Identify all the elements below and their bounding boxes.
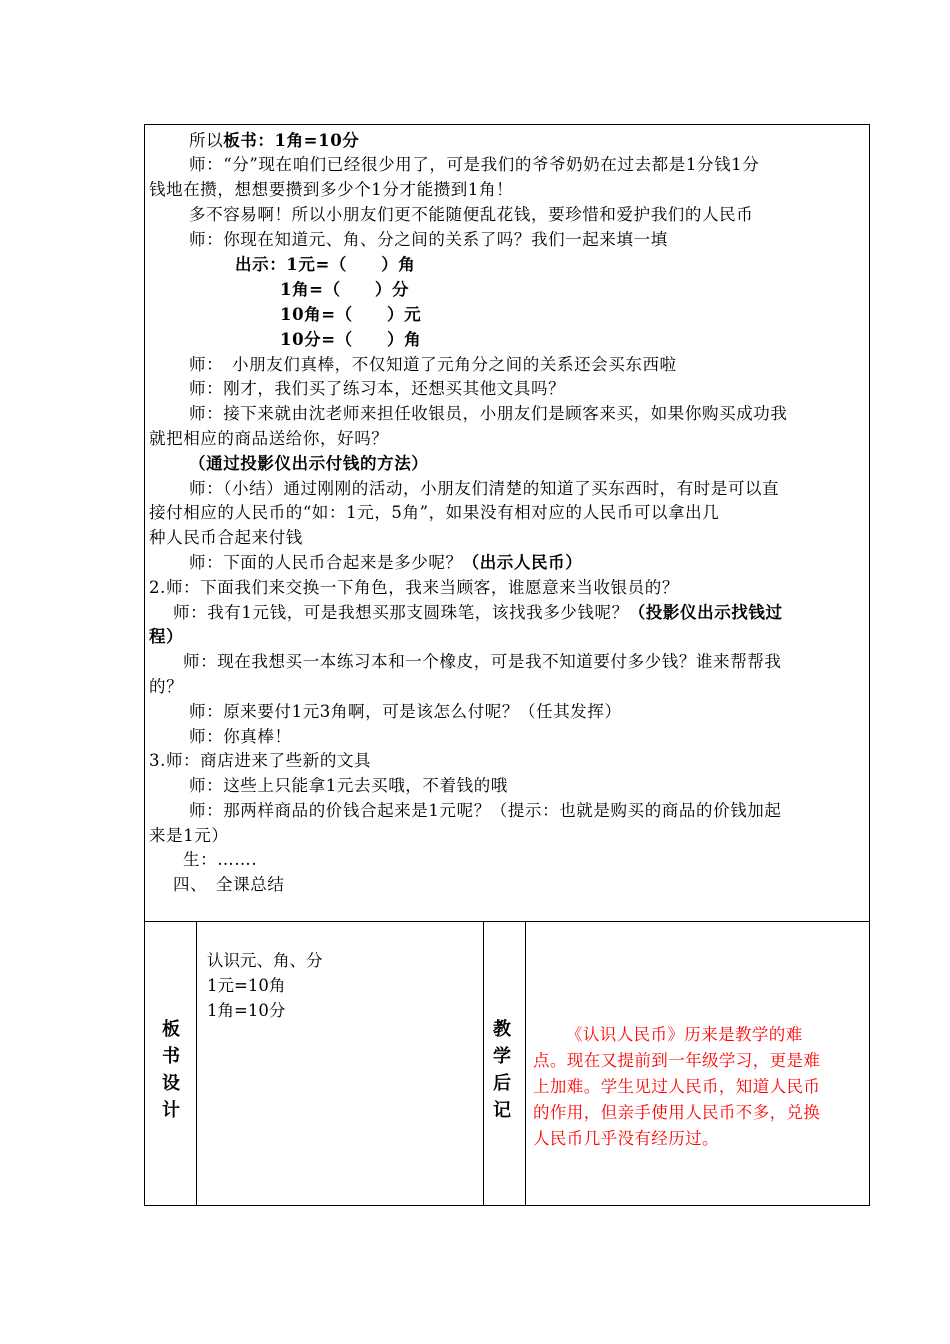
line-bold-text: （出示人民币）: [462, 553, 583, 572]
lesson-text-line: [149, 526, 303, 550]
line-text: 钱地在攒，想想要攒到多少个1分才能攒到1角！: [149, 180, 514, 199]
lesson-text-line: [149, 576, 679, 600]
line-text: 2.师：下面我们来交换一下角色，我来当顾客，谁愿意来当收银员的？: [149, 578, 679, 597]
line-bold-text: 出示：1元=（ ）角: [235, 255, 416, 274]
lesson-text-line: [235, 253, 415, 277]
line-text: 师：刚才，我们买了练习本，还想买其他文具吗？: [189, 379, 566, 398]
line-text: 的？: [149, 677, 184, 696]
line-text: 师： 小朋友们真棒，不仅知道了元角分之间的关系还会买东西啦: [189, 355, 677, 374]
line-text: 师：那两样商品的价钱合起来是1元呢？（提示：也就是购买的商品的价钱加起: [189, 801, 782, 820]
board-line: 认识元、角、分: [207, 951, 323, 970]
board-label-char: 设: [162, 1073, 180, 1094]
reflection-label-char: 学: [493, 1046, 511, 1067]
line-text: 所以: [189, 131, 224, 150]
line-text: 师：原来要付1元3角啊，可是该怎么付呢？（任其发挥）: [189, 702, 622, 721]
lesson-text-line: [149, 625, 183, 649]
lesson-text-line: [189, 402, 788, 426]
line-text: 就把相应的商品送给你，好吗？: [149, 429, 389, 448]
line-bold-text: （通过投影仪出示付钱的方法）: [189, 454, 429, 473]
board-line: 1角=10分: [207, 1001, 286, 1020]
line-text: 接付相应的人民币的“如：1元，5角”，如果没有相对应的人民币可以拿出几: [149, 503, 720, 522]
board-design-label: [161, 1016, 181, 1124]
lesson-text-line: [189, 477, 779, 501]
line-bold-text: 10角=（ ）元: [280, 305, 422, 324]
lesson-text-line: [149, 675, 183, 699]
lesson-text-line: [189, 725, 292, 749]
line-text: 来是1元）: [149, 826, 229, 845]
line-text: 师：（小结）通过刚刚的活动，小朋友们清楚的知道了买东西时，有时是可以直: [189, 479, 780, 498]
lesson-text-line: [173, 873, 284, 897]
column-divider: [483, 922, 484, 1205]
lesson-text-line: [189, 700, 622, 724]
lesson-text-line: [189, 228, 668, 252]
line-bold-text: 1角=（ ）分: [280, 280, 410, 299]
lesson-text-line: [280, 328, 421, 352]
line-text: 师：你真棒！: [189, 727, 292, 746]
board-label-char: 计: [162, 1100, 180, 1121]
line-text: 师：这些上只能拿1元去买哦，不着钱的哦: [189, 776, 508, 795]
reflection-label-char: 教: [493, 1019, 511, 1040]
board-label-char: 书: [162, 1046, 180, 1067]
lesson-text-line: [280, 278, 409, 302]
line-text: 种人民币合起来付钱: [149, 528, 303, 547]
lesson-text-line: [149, 749, 371, 773]
line-text: 师：“分”现在咱们已经很少用了，可是我们的爷爷奶奶在过去都是1分钱1分: [189, 155, 760, 174]
line-text: 3.师：商店进来了些新的文具: [149, 751, 372, 770]
line-text: 师：我有1元钱，可是我想买那支圆珠笔，该找我多少钱呢？: [173, 603, 629, 622]
line-bold-text: 程）: [149, 627, 184, 646]
teaching-reflection-label: [492, 1016, 512, 1124]
lesson-text-line: [189, 799, 782, 823]
lesson-text-line: [149, 501, 719, 525]
lesson-text-line: [149, 427, 388, 451]
column-divider: [525, 922, 526, 1205]
line-text: 师：现在我想买一本练习本和一个橡皮，可是我不知道要付多少钱？谁来帮帮我: [183, 652, 782, 671]
line-text: 四、 全课总结: [173, 875, 285, 894]
lesson-text-line: [189, 353, 677, 377]
lesson-text-line: [189, 551, 582, 575]
reflection-label-char: 后: [493, 1073, 511, 1094]
lesson-text-line: [183, 848, 257, 872]
lesson-text-line: [149, 178, 513, 202]
lesson-text-line: [183, 650, 782, 674]
teaching-reflection-text: 《认识人民币》历来是教学的难点。现在又提前到一年级学习，更是难上加难。学生见过人民币，知道人民币的作用，但亲手使用人民币不多，兑换人民币几乎没有经历过。: [533, 1025, 821, 1148]
lesson-text-line: [189, 452, 428, 476]
lesson-text-line: [189, 774, 508, 798]
line-text: 生：…….: [183, 850, 258, 869]
lesson-text-line: [189, 129, 359, 153]
line-text: 师：你现在知道元、角、分之间的关系了吗？我们一起来填一填: [189, 230, 668, 249]
board-line: 1元=10角: [207, 976, 286, 995]
board-design-content: [207, 948, 323, 1023]
lesson-text-line: [173, 601, 783, 625]
column-divider: [196, 922, 197, 1205]
line-bold-text: 10分=（ ）角: [280, 330, 422, 349]
lesson-text-line: [189, 153, 759, 177]
board-label-char: 板: [162, 1019, 180, 1040]
line-bold-text: 板书：1角=10分: [223, 131, 360, 150]
lesson-process-cell: [144, 124, 870, 921]
lesson-text-line: [280, 303, 421, 327]
line-text: 师：下面的人民币合起来是多少呢？: [189, 553, 463, 572]
line-bold-text: （投影仪出示找钱过: [628, 603, 783, 622]
line-text: 多不容易啊！所以小朋友们更不能随便乱花钱，要珍惜和爱护我们的人民币: [189, 205, 754, 224]
lesson-text-line: [189, 377, 565, 401]
lesson-text-line: [189, 203, 753, 227]
lesson-text-line: [149, 824, 229, 848]
summary-table: [144, 921, 870, 1206]
line-text: 师：接下来就由沈老师来担任收银员，小朋友们是顾客来买，如果你购买成功我: [189, 404, 788, 423]
reflection-label-char: 记: [493, 1100, 511, 1121]
